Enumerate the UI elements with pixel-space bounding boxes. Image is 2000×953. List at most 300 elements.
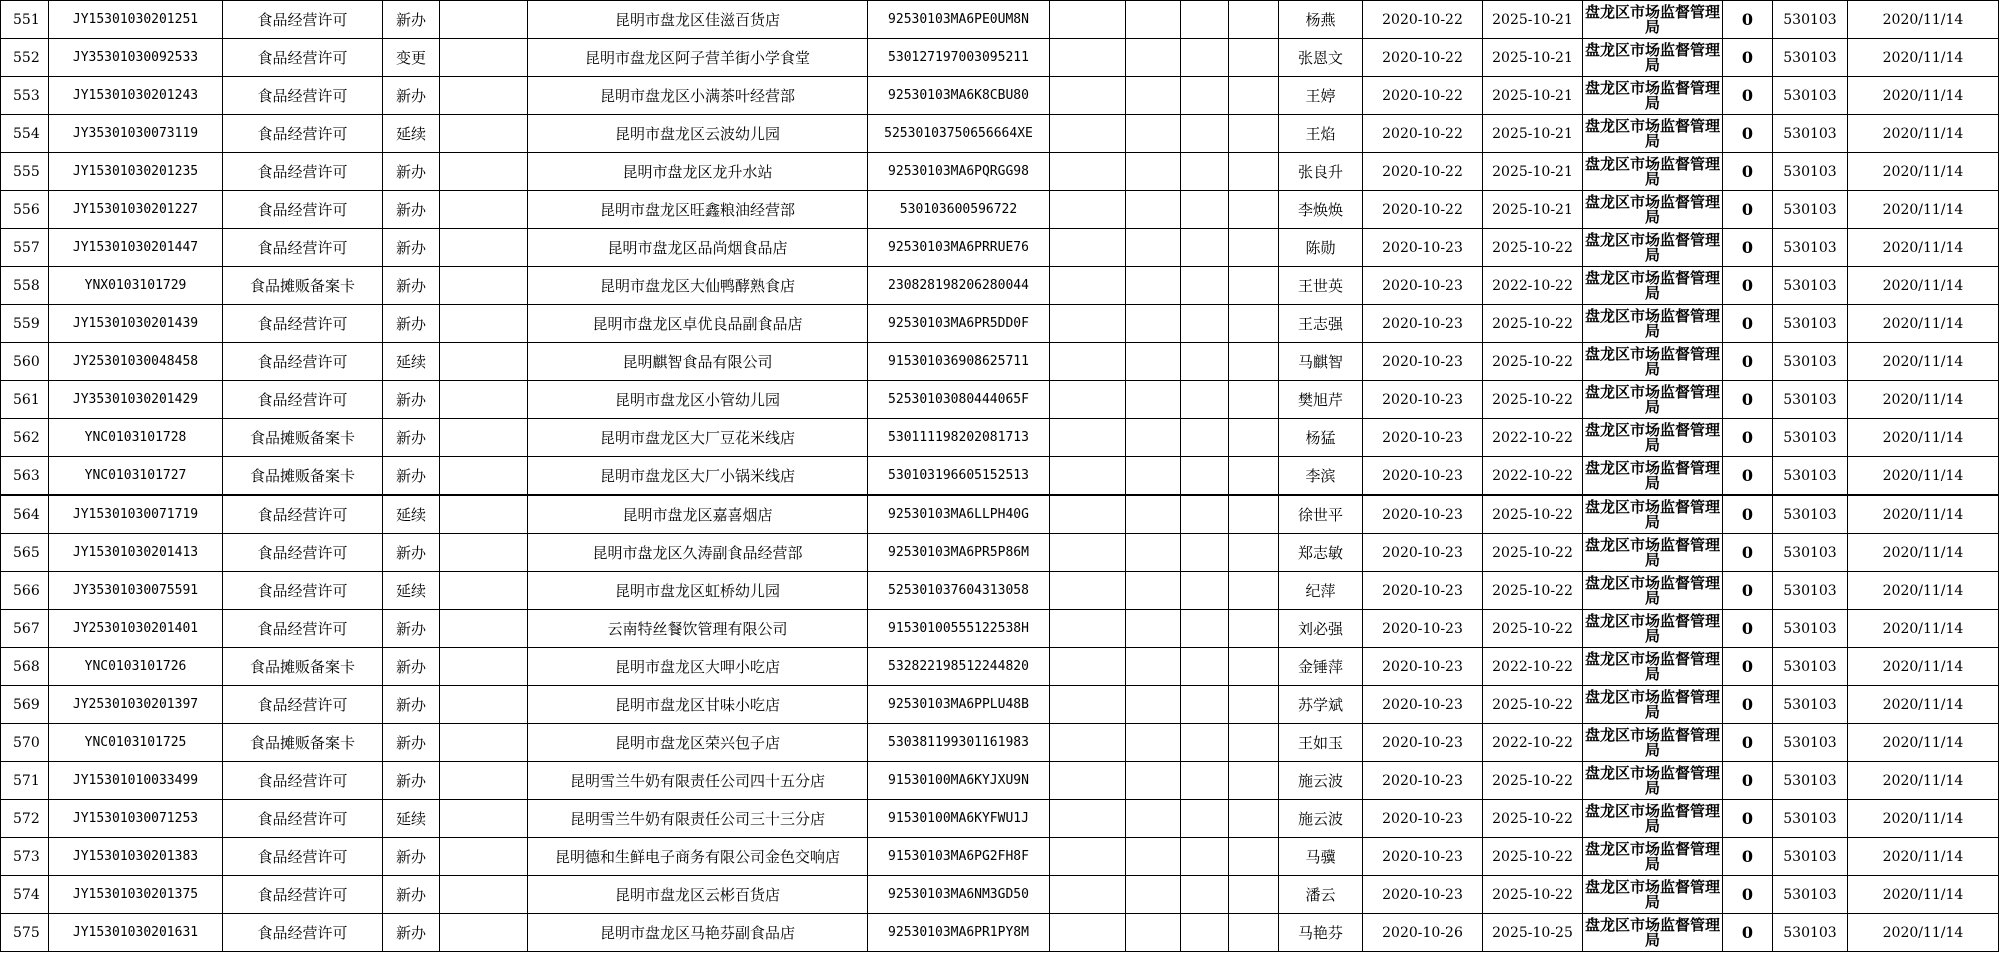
action-cell: 新办: [383, 191, 440, 229]
business-name-cell: 云南特丝餐饮管理有限公司: [528, 610, 868, 648]
authority-cell: 盘龙区市场监督管理局: [1583, 1, 1723, 39]
empty-cell: [1126, 381, 1181, 419]
status-cell: 0: [1723, 115, 1773, 153]
license-type-cell: 食品经营许可: [223, 343, 383, 381]
valid-to-cell: 2025-10-21: [1483, 153, 1583, 191]
license-number-cell: JY35301030073119: [49, 115, 223, 153]
valid-from-cell: 2020-10-23: [1363, 305, 1483, 343]
legal-person-cell: 张良升: [1279, 153, 1363, 191]
empty-cell: [1229, 229, 1279, 267]
action-cell: 新办: [383, 648, 440, 686]
update-date-cell: 2020/11/14: [1848, 229, 1999, 267]
table-row: [1, 381, 1999, 419]
status-cell: 0: [1723, 229, 1773, 267]
update-date-cell: 2020/11/14: [1848, 914, 1999, 952]
empty-cell: [440, 77, 528, 115]
authority-cell: 盘龙区市场监督管理局: [1583, 191, 1723, 229]
empty-cell: [1050, 800, 1126, 838]
legal-person-cell: 张恩文: [1279, 39, 1363, 77]
row-number-cell: 561: [1, 381, 49, 419]
empty-cell: [440, 153, 528, 191]
business-name-cell: 昆明市盘龙区小满茶叶经营部: [528, 77, 868, 115]
row-number-cell: 571: [1, 762, 49, 800]
legal-person-cell: 苏学斌: [1279, 686, 1363, 724]
action-cell: 延续: [383, 115, 440, 153]
empty-cell: [1229, 876, 1279, 914]
license-number-cell: JY15301030201439: [49, 305, 223, 343]
empty-cell: [440, 191, 528, 229]
table-row: [1, 800, 1999, 838]
empty-cell: [1229, 191, 1279, 229]
action-cell: 新办: [383, 876, 440, 914]
business-name-cell: 昆明市盘龙区大厂豆花米线店: [528, 419, 868, 457]
valid-from-cell: 2020-10-23: [1363, 800, 1483, 838]
authority-cell: 盘龙区市场监督管理局: [1583, 457, 1723, 496]
authority-cell: 盘龙区市场监督管理局: [1583, 762, 1723, 800]
row-number-cell: 563: [1, 457, 49, 496]
action-cell: 新办: [383, 457, 440, 496]
empty-cell: [1229, 572, 1279, 610]
empty-cell: [440, 229, 528, 267]
region-code-cell: 530103: [1773, 495, 1848, 534]
business-name-cell: 昆明市盘龙区阿子营羊街小学食堂: [528, 39, 868, 77]
empty-cell: [1050, 381, 1126, 419]
action-cell: 延续: [383, 343, 440, 381]
empty-cell: [1229, 419, 1279, 457]
status-cell: 0: [1723, 1, 1773, 39]
action-cell: 新办: [383, 153, 440, 191]
license-type-cell: 食品经营许可: [223, 39, 383, 77]
empty-cell: [1050, 267, 1126, 305]
region-code-cell: 530103: [1773, 534, 1848, 572]
business-name-cell: 昆明市盘龙区佳滋百货店: [528, 1, 868, 39]
table-row: [1, 724, 1999, 762]
license-number-cell: JY15301030201375: [49, 876, 223, 914]
credit-code-cell: 52530103080444065F: [868, 381, 1050, 419]
update-date-cell: 2020/11/14: [1848, 191, 1999, 229]
table-row: [1, 229, 1999, 267]
status-cell: 0: [1723, 495, 1773, 534]
status-cell: 0: [1723, 343, 1773, 381]
business-name-cell: 昆明市盘龙区云彬百货店: [528, 876, 868, 914]
empty-cell: [1126, 1, 1181, 39]
authority-cell: 盘龙区市场监督管理局: [1583, 572, 1723, 610]
license-number-cell: JY15301030201243: [49, 77, 223, 115]
status-cell: 0: [1723, 457, 1773, 496]
empty-cell: [1181, 914, 1229, 952]
valid-to-cell: 2025-10-22: [1483, 381, 1583, 419]
region-code-cell: 530103: [1773, 229, 1848, 267]
empty-cell: [440, 115, 528, 153]
empty-cell: [440, 572, 528, 610]
authority-cell: 盘龙区市场监督管理局: [1583, 914, 1723, 952]
empty-cell: [1229, 686, 1279, 724]
empty-cell: [1229, 724, 1279, 762]
empty-cell: [1181, 762, 1229, 800]
valid-from-cell: 2020-10-23: [1363, 572, 1483, 610]
update-date-cell: 2020/11/14: [1848, 305, 1999, 343]
empty-cell: [1126, 838, 1181, 876]
authority-cell: 盘龙区市场监督管理局: [1583, 381, 1723, 419]
action-cell: 延续: [383, 572, 440, 610]
table-row: [1, 686, 1999, 724]
legal-person-cell: 纪萍: [1279, 572, 1363, 610]
empty-cell: [1050, 39, 1126, 77]
valid-from-cell: 2020-10-23: [1363, 838, 1483, 876]
region-code-cell: 530103: [1773, 572, 1848, 610]
empty-cell: [1126, 724, 1181, 762]
authority-cell: 盘龙区市场监督管理局: [1583, 495, 1723, 534]
update-date-cell: 2020/11/14: [1848, 648, 1999, 686]
empty-cell: [1181, 419, 1229, 457]
status-cell: 0: [1723, 800, 1773, 838]
authority-cell: 盘龙区市场监督管理局: [1583, 534, 1723, 572]
empty-cell: [1181, 534, 1229, 572]
license-number-cell: JY35301030092533: [49, 39, 223, 77]
table-row: [1, 838, 1999, 876]
license-number-cell: JY15301030201251: [49, 1, 223, 39]
license-number-cell: JY15301030201383: [49, 838, 223, 876]
update-date-cell: 2020/11/14: [1848, 1, 1999, 39]
empty-cell: [440, 419, 528, 457]
business-name-cell: 昆明市盘龙区卓优良品副食品店: [528, 305, 868, 343]
table-row: [1, 495, 1999, 534]
table-row: [1, 115, 1999, 153]
empty-cell: [1050, 191, 1126, 229]
valid-to-cell: 2025-10-22: [1483, 229, 1583, 267]
business-name-cell: 昆明德和生鲜电子商务有限公司金色交响店: [528, 838, 868, 876]
empty-cell: [1126, 457, 1181, 496]
valid-from-cell: 2020-10-22: [1363, 39, 1483, 77]
license-type-cell: 食品经营许可: [223, 610, 383, 648]
empty-cell: [1050, 457, 1126, 496]
empty-cell: [1050, 153, 1126, 191]
empty-cell: [1126, 419, 1181, 457]
empty-cell: [1181, 457, 1229, 496]
region-code-cell: 530103: [1773, 800, 1848, 838]
empty-cell: [1050, 343, 1126, 381]
region-code-cell: 530103: [1773, 153, 1848, 191]
valid-from-cell: 2020-10-23: [1363, 495, 1483, 534]
license-number-cell: YNC0103101728: [49, 419, 223, 457]
legal-person-cell: 郑志敏: [1279, 534, 1363, 572]
license-number-cell: JY25301030201397: [49, 686, 223, 724]
empty-cell: [1229, 534, 1279, 572]
valid-to-cell: 2025-10-22: [1483, 610, 1583, 648]
table-row: [1, 419, 1999, 457]
empty-cell: [1181, 876, 1229, 914]
status-cell: 0: [1723, 267, 1773, 305]
region-code-cell: 530103: [1773, 39, 1848, 77]
empty-cell: [440, 838, 528, 876]
valid-to-cell: 2025-10-21: [1483, 77, 1583, 115]
legal-person-cell: 施云波: [1279, 762, 1363, 800]
empty-cell: [1181, 572, 1229, 610]
update-date-cell: 2020/11/14: [1848, 838, 1999, 876]
credit-code-cell: 92530103MA6NM3GD50: [868, 876, 1050, 914]
license-number-cell: YNX0103101729: [49, 267, 223, 305]
update-date-cell: 2020/11/14: [1848, 610, 1999, 648]
action-cell: 新办: [383, 762, 440, 800]
empty-cell: [1126, 153, 1181, 191]
authority-cell: 盘龙区市场监督管理局: [1583, 305, 1723, 343]
valid-to-cell: 2025-10-22: [1483, 305, 1583, 343]
empty-cell: [440, 610, 528, 648]
empty-cell: [440, 267, 528, 305]
empty-cell: [440, 457, 528, 496]
row-number-cell: 568: [1, 648, 49, 686]
empty-cell: [1181, 153, 1229, 191]
license-number-cell: YNC0103101726: [49, 648, 223, 686]
credit-code-cell: 530127197003095211: [868, 39, 1050, 77]
valid-to-cell: 2025-10-21: [1483, 115, 1583, 153]
empty-cell: [440, 1, 528, 39]
valid-from-cell: 2020-10-22: [1363, 77, 1483, 115]
empty-cell: [1050, 77, 1126, 115]
valid-from-cell: 2020-10-22: [1363, 1, 1483, 39]
empty-cell: [440, 914, 528, 952]
table-row: [1, 77, 1999, 115]
valid-to-cell: 2025-10-21: [1483, 39, 1583, 77]
empty-cell: [440, 534, 528, 572]
region-code-cell: 530103: [1773, 115, 1848, 153]
credit-code-cell: 530381199301161983: [868, 724, 1050, 762]
row-number-cell: 564: [1, 495, 49, 534]
region-code-cell: 530103: [1773, 77, 1848, 115]
empty-cell: [1126, 572, 1181, 610]
license-type-cell: 食品经营许可: [223, 153, 383, 191]
status-cell: 0: [1723, 381, 1773, 419]
business-name-cell: 昆明市盘龙区嘉喜烟店: [528, 495, 868, 534]
license-type-cell: 食品经营许可: [223, 77, 383, 115]
action-cell: 延续: [383, 495, 440, 534]
update-date-cell: 2020/11/14: [1848, 115, 1999, 153]
action-cell: 新办: [383, 1, 440, 39]
valid-to-cell: 2025-10-22: [1483, 572, 1583, 610]
update-date-cell: 2020/11/14: [1848, 419, 1999, 457]
empty-cell: [1229, 648, 1279, 686]
empty-cell: [1229, 495, 1279, 534]
empty-cell: [1126, 267, 1181, 305]
valid-from-cell: 2020-10-23: [1363, 343, 1483, 381]
empty-cell: [440, 39, 528, 77]
table-row: [1, 572, 1999, 610]
empty-cell: [1181, 305, 1229, 343]
credit-code-cell: 915301036908625711: [868, 343, 1050, 381]
empty-cell: [1126, 610, 1181, 648]
status-cell: 0: [1723, 724, 1773, 762]
region-code-cell: 530103: [1773, 267, 1848, 305]
license-type-cell: 食品经营许可: [223, 1, 383, 39]
valid-to-cell: 2022-10-22: [1483, 724, 1583, 762]
valid-from-cell: 2020-10-23: [1363, 267, 1483, 305]
update-date-cell: 2020/11/14: [1848, 153, 1999, 191]
empty-cell: [1050, 686, 1126, 724]
license-type-cell: 食品摊贩备案卡: [223, 267, 383, 305]
empty-cell: [1126, 686, 1181, 724]
region-code-cell: 530103: [1773, 191, 1848, 229]
empty-cell: [1181, 724, 1229, 762]
update-date-cell: 2020/11/14: [1848, 381, 1999, 419]
empty-cell: [1126, 914, 1181, 952]
valid-from-cell: 2020-10-22: [1363, 115, 1483, 153]
region-code-cell: 530103: [1773, 724, 1848, 762]
action-cell: 新办: [383, 686, 440, 724]
status-cell: 0: [1723, 77, 1773, 115]
empty-cell: [1050, 534, 1126, 572]
valid-from-cell: 2020-10-23: [1363, 381, 1483, 419]
empty-cell: [1229, 1, 1279, 39]
legal-person-cell: 马麒智: [1279, 343, 1363, 381]
credit-code-cell: 92530103MA6PPLU48B: [868, 686, 1050, 724]
credit-code-cell: 530111198202081713: [868, 419, 1050, 457]
update-date-cell: 2020/11/14: [1848, 495, 1999, 534]
empty-cell: [1050, 876, 1126, 914]
empty-cell: [1229, 762, 1279, 800]
empty-cell: [1126, 39, 1181, 77]
license-type-cell: 食品经营许可: [223, 305, 383, 343]
legal-person-cell: 潘云: [1279, 876, 1363, 914]
action-cell: 延续: [383, 800, 440, 838]
action-cell: 新办: [383, 534, 440, 572]
table-row: [1, 191, 1999, 229]
action-cell: 新办: [383, 914, 440, 952]
empty-cell: [1229, 457, 1279, 496]
empty-cell: [1229, 267, 1279, 305]
table-row: [1, 914, 1999, 952]
license-type-cell: 食品经营许可: [223, 229, 383, 267]
table-row: [1, 648, 1999, 686]
status-cell: 0: [1723, 305, 1773, 343]
empty-cell: [1229, 115, 1279, 153]
action-cell: 新办: [383, 305, 440, 343]
row-number-cell: 575: [1, 914, 49, 952]
legal-person-cell: 金锤萍: [1279, 648, 1363, 686]
valid-to-cell: 2025-10-21: [1483, 191, 1583, 229]
empty-cell: [440, 876, 528, 914]
authority-cell: 盘龙区市场监督管理局: [1583, 610, 1723, 648]
valid-from-cell: 2020-10-22: [1363, 153, 1483, 191]
valid-to-cell: 2025-10-22: [1483, 534, 1583, 572]
status-cell: 0: [1723, 419, 1773, 457]
legal-person-cell: 马骥: [1279, 838, 1363, 876]
authority-cell: 盘龙区市场监督管理局: [1583, 876, 1723, 914]
valid-to-cell: 2025-10-22: [1483, 838, 1583, 876]
empty-cell: [1181, 800, 1229, 838]
business-name-cell: 昆明市盘龙区虹桥幼儿园: [528, 572, 868, 610]
region-code-cell: 530103: [1773, 762, 1848, 800]
empty-cell: [1126, 305, 1181, 343]
valid-to-cell: 2025-10-25: [1483, 914, 1583, 952]
status-cell: 0: [1723, 686, 1773, 724]
credit-code-cell: 230828198206280044: [868, 267, 1050, 305]
license-number-cell: JY15301010033499: [49, 762, 223, 800]
empty-cell: [1181, 39, 1229, 77]
table-row: [1, 153, 1999, 191]
valid-from-cell: 2020-10-23: [1363, 419, 1483, 457]
legal-person-cell: 杨猛: [1279, 419, 1363, 457]
business-name-cell: 昆明市盘龙区久涛副食品经营部: [528, 534, 868, 572]
update-date-cell: 2020/11/14: [1848, 343, 1999, 381]
row-number-cell: 567: [1, 610, 49, 648]
empty-cell: [1181, 267, 1229, 305]
row-number-cell: 569: [1, 686, 49, 724]
credit-code-cell: 52530103750656664XE: [868, 115, 1050, 153]
empty-cell: [440, 381, 528, 419]
credit-code-cell: 91530100555122538H: [868, 610, 1050, 648]
update-date-cell: 2020/11/14: [1848, 800, 1999, 838]
update-date-cell: 2020/11/14: [1848, 686, 1999, 724]
legal-person-cell: 王世英: [1279, 267, 1363, 305]
empty-cell: [1050, 495, 1126, 534]
action-cell: 新办: [383, 419, 440, 457]
empty-cell: [1229, 838, 1279, 876]
valid-from-cell: 2020-10-23: [1363, 534, 1483, 572]
license-number-cell: JY25301030201401: [49, 610, 223, 648]
valid-from-cell: 2020-10-23: [1363, 457, 1483, 496]
valid-to-cell: 2025-10-22: [1483, 686, 1583, 724]
region-code-cell: 530103: [1773, 838, 1848, 876]
empty-cell: [1126, 876, 1181, 914]
row-number-cell: 559: [1, 305, 49, 343]
row-number-cell: 554: [1, 115, 49, 153]
license-number-cell: JY15301030201631: [49, 914, 223, 952]
row-number-cell: 555: [1, 153, 49, 191]
valid-to-cell: 2025-10-22: [1483, 762, 1583, 800]
license-type-cell: 食品摊贩备案卡: [223, 724, 383, 762]
row-number-cell: 560: [1, 343, 49, 381]
authority-cell: 盘龙区市场监督管理局: [1583, 115, 1723, 153]
table-row: [1, 343, 1999, 381]
table-row: [1, 762, 1999, 800]
authority-cell: 盘龙区市场监督管理局: [1583, 229, 1723, 267]
empty-cell: [1181, 495, 1229, 534]
empty-cell: [1229, 381, 1279, 419]
row-number-cell: 570: [1, 724, 49, 762]
credit-code-cell: 532822198512244820: [868, 648, 1050, 686]
empty-cell: [1126, 115, 1181, 153]
row-number-cell: 572: [1, 800, 49, 838]
legal-person-cell: 杨燕: [1279, 1, 1363, 39]
empty-cell: [440, 495, 528, 534]
valid-to-cell: 2025-10-21: [1483, 1, 1583, 39]
authority-cell: 盘龙区市场监督管理局: [1583, 800, 1723, 838]
legal-person-cell: 王如玉: [1279, 724, 1363, 762]
authority-cell: 盘龙区市场监督管理局: [1583, 153, 1723, 191]
valid-from-cell: 2020-10-26: [1363, 914, 1483, 952]
empty-cell: [1229, 800, 1279, 838]
credit-code-cell: 92530103MA6PR5P86M: [868, 534, 1050, 572]
row-number-cell: 562: [1, 419, 49, 457]
valid-to-cell: 2022-10-22: [1483, 457, 1583, 496]
empty-cell: [1050, 648, 1126, 686]
legal-person-cell: 陈勋: [1279, 229, 1363, 267]
empty-cell: [1126, 648, 1181, 686]
update-date-cell: 2020/11/14: [1848, 39, 1999, 77]
empty-cell: [440, 724, 528, 762]
license-number-cell: JY35301030201429: [49, 381, 223, 419]
row-number-cell: 558: [1, 267, 49, 305]
empty-cell: [1050, 229, 1126, 267]
status-cell: 0: [1723, 153, 1773, 191]
business-name-cell: 昆明市盘龙区品尚烟食品店: [528, 229, 868, 267]
update-date-cell: 2020/11/14: [1848, 534, 1999, 572]
row-number-cell: 566: [1, 572, 49, 610]
update-date-cell: 2020/11/14: [1848, 457, 1999, 496]
row-number-cell: 551: [1, 1, 49, 39]
action-cell: 新办: [383, 229, 440, 267]
license-number-cell: JY15301030201413: [49, 534, 223, 572]
